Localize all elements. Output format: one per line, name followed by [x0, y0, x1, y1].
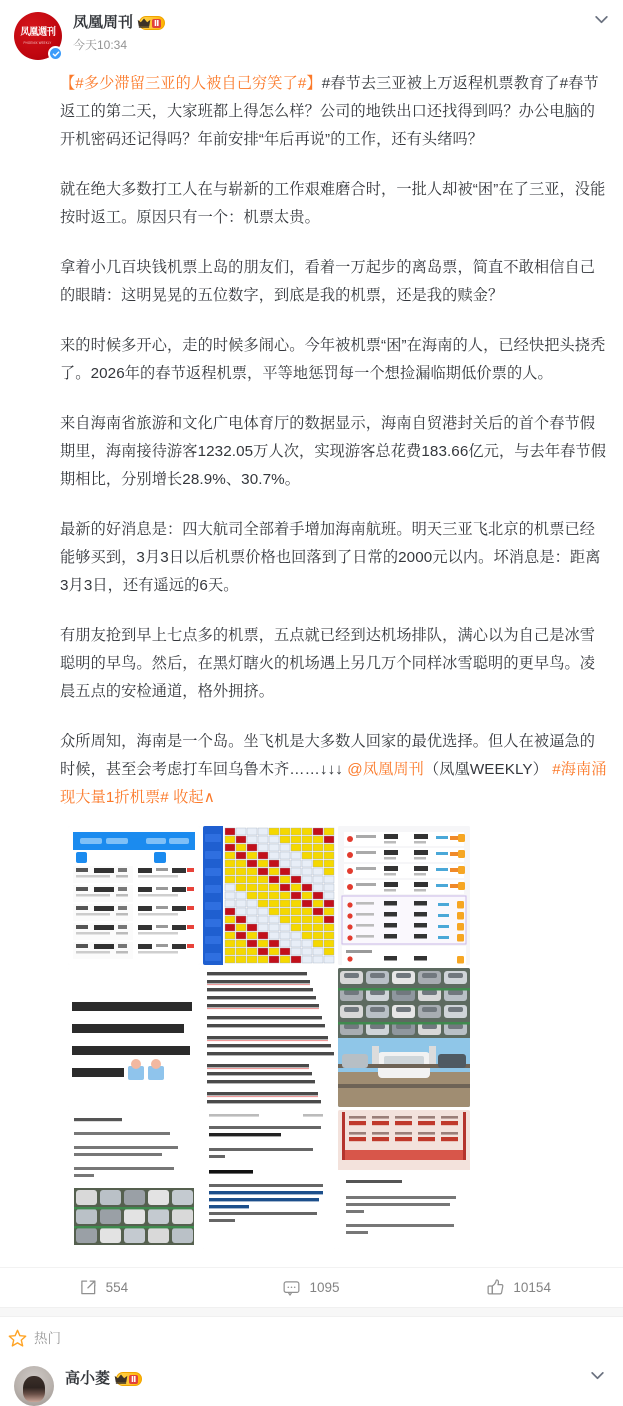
post-text-run: 来自海南省旅游和文化广电体育厅的数据显示，海南自贸港封关后的首个春节假期里，海南接待游客1232.05万人次，实现游客总花费183.66亿元，与去年春节假期相比，分别增长28.9%、30.7%。	[60, 415, 606, 488]
post-text-run: #春节去三亚被上万返程机票教育了#	[321, 75, 569, 92]
next-post-author-meta	[65, 1366, 142, 1406]
media-grid	[68, 826, 470, 1249]
crown-icon	[114, 1373, 128, 1385]
post-paragraph	[60, 728, 609, 812]
author-name-row	[65, 1369, 142, 1389]
author-name[interactable]: 高小菱	[65, 1370, 111, 1387]
article-with-cars-screenshot[interactable]	[68, 1110, 200, 1249]
post-paragraph	[60, 176, 609, 232]
post-text-run: 春节返工的第二天，大家班都上得怎么样？公司的地铁出口还找得到吗？办公电脑的开机密码还记得吗？年前安排“年后再说”的工作，还有头绪吗？	[60, 75, 599, 148]
star-icon	[8, 1329, 27, 1348]
thumbnail-graphic	[203, 826, 335, 965]
post-text-run: 拿着小几百块钱机票上岛的朋友们，看着一万起步的离岛票，简直不敢相信自己的眼睛：这明晃晃的五位数字，到底是我的机票，还是我的赎金？	[60, 259, 596, 304]
post-text-run: 有朋友抢到早上七点多的机票，五点就已经到达机场排队，满心以为自己是冰雪聪明的早鸟。然后，在黑灯瞎火的机场遇上另几万个同样冰雪聪明的更早鸟。凌晨五点的安检通道，格外拥挤。	[60, 627, 596, 700]
thumbnail-graphic	[68, 1110, 200, 1249]
post-paragraph	[60, 254, 609, 310]
like-count: 10154	[513, 1279, 551, 1295]
post-author-meta	[73, 12, 609, 60]
hashtag-link[interactable]: @凤凰周刊	[347, 761, 424, 778]
avatar-title-text: 凤凰週刊	[20, 27, 56, 38]
hashtag-link[interactable]: 】	[306, 75, 322, 92]
thumbnail-graphic	[203, 968, 335, 1107]
long-text-note-screenshot[interactable]	[203, 968, 335, 1107]
thumbnail-graphic	[203, 1110, 335, 1249]
vip-level-label: Ⅱ	[154, 18, 160, 28]
author-name[interactable]: 凤凰周刊	[73, 14, 134, 31]
post-text-run: 众所周知，海南是一个岛。坐飞机是大多数人回家的最优选择。但人在被逼急的时候，甚至会考虑打车回乌鲁木齐……↓↓↓	[60, 733, 596, 778]
vip-badge[interactable]	[139, 16, 165, 30]
vip-level-label: Ⅱ	[131, 1374, 137, 1384]
avatar-subtitle-text: PHOENIX WEEKLY	[24, 41, 52, 45]
thumbnail-graphic	[338, 968, 470, 1107]
post-text-run: 来的时候多开心，走的时候多闹心。今年被机票“困”在海南的人，已经快把头挠秃了。2026年的春节返程机票，平等地惩罚每一个想捡漏临期低价票的人。	[60, 337, 606, 382]
price-increase-table-screenshot[interactable]	[338, 1110, 470, 1249]
thumbnail-graphic	[68, 826, 200, 965]
next-post-preview	[0, 1360, 623, 1406]
avatar[interactable]	[14, 12, 62, 60]
post-paragraph	[60, 332, 609, 388]
verified-check-icon	[48, 46, 63, 61]
avatar[interactable]	[14, 1366, 54, 1406]
thumbnail-graphic	[338, 1110, 470, 1249]
post-header	[0, 0, 623, 60]
flight-results-list-screenshot[interactable]	[338, 826, 470, 965]
crown-icon	[137, 17, 151, 29]
car-transport-photo[interactable]	[338, 968, 470, 1107]
thumbnail-graphic	[338, 826, 470, 965]
flight-booking-list-screenshot[interactable]	[68, 826, 200, 965]
repost-count: 554	[105, 1279, 129, 1295]
hot-section-header	[0, 1317, 623, 1360]
like-button[interactable]	[415, 1268, 623, 1307]
chevron-down-icon[interactable]	[591, 10, 611, 30]
section-divider	[0, 1307, 623, 1317]
comment-count: 1095	[309, 1279, 340, 1295]
post-text-body	[60, 70, 609, 812]
post-timestamp: 今天10:34	[73, 38, 128, 52]
hashtag-link[interactable]: #多少滞留三亚的人被自己穷笑了#	[75, 75, 307, 92]
hashtag-link[interactable]: 【	[60, 75, 76, 92]
flight-price-heatmap-screenshot[interactable]	[203, 826, 335, 965]
post-text-run: 就在绝大多数打工人在与崭新的工作艰难磨合时，一批人却被“困”在了三亚，没能按时返工。原因只有一个：机票太贵。	[60, 181, 606, 226]
hashtag-link[interactable]: 收起∧	[168, 789, 215, 806]
post-action-bar	[0, 1267, 623, 1307]
author-name-row	[73, 13, 609, 33]
post-paragraph	[60, 410, 609, 494]
share-arrow-icon	[80, 1279, 97, 1296]
repost-button[interactable]	[0, 1268, 208, 1307]
post-paragraph	[60, 516, 609, 600]
chevron-down-icon[interactable]	[591, 1372, 611, 1384]
hashtag-link[interactable]: #海南涌现大量1折机票#	[60, 761, 607, 806]
chat-message-screenshot[interactable]	[68, 968, 200, 1107]
vip-badge[interactable]	[116, 1372, 142, 1386]
comment-button[interactable]	[208, 1268, 416, 1307]
post-text-run: 最新的好消息是：四大航司全部着手增加海南航班。明天三亚飞北京的机票已经能够买到，3月3日以后机票价格也回落到了日常的2000元以内。坏消息是：距离3月3日，还有遥远的6天。	[60, 521, 601, 594]
travel-data-article-screenshot[interactable]	[203, 1110, 335, 1249]
thumbnail-graphic	[68, 968, 200, 1107]
comment-bubble-icon	[283, 1280, 300, 1296]
post-text-run: （凤凰WEEKLY）	[423, 761, 548, 778]
post-paragraph	[60, 622, 609, 706]
post-paragraph	[60, 70, 609, 154]
thumbs-up-icon	[487, 1279, 504, 1296]
hot-label: 热门	[34, 1330, 61, 1346]
